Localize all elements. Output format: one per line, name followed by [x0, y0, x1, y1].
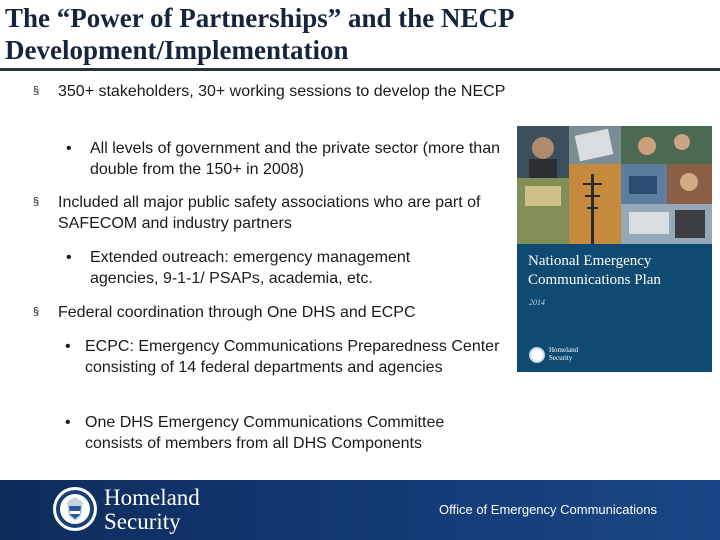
sub-bullet-text: All levels of government and the private sector (more than double from the 150+ in 2008) — [90, 140, 500, 178]
bullet-text: Federal coordination through One DHS and ECPC — [58, 304, 416, 321]
footer-org-name: Homeland Security — [104, 485, 200, 534]
bullet-text: 350+ stakeholders, 30+ working sessions to develop the NECP — [58, 83, 506, 100]
cover-dhs-seal-icon — [529, 347, 545, 363]
sub-bullet-text: ECPC: Emergency Communications Preparedness Center consisting of 14 federal departments and agencies — [85, 338, 500, 376]
footer-office-name: Office of Emergency Communications — [439, 502, 657, 517]
sub-bullet-marker: • — [66, 249, 72, 266]
sub-bullet-text: Extended outreach: emergency management agencies, 9-1-1/ PSAPs, academia, etc. — [90, 249, 411, 287]
sub-bullet-marker: • — [65, 414, 71, 431]
dhs-seal-icon — [52, 486, 98, 532]
bullet-marker: § — [33, 306, 40, 318]
sub-bullet-item — [66, 138, 515, 180]
sub-bullet-marker: • — [65, 338, 71, 355]
cover-photo-collage — [517, 126, 712, 244]
slide-title: The “Power of Partnerships” and the NECP Development/Implementation — [5, 3, 514, 65]
bullet-item — [33, 192, 498, 234]
bullet-marker: § — [33, 85, 40, 97]
cover-dhs-label: Homeland Security — [549, 346, 579, 362]
sub-bullet-text: One DHS Emergency Communications Committee consists of members from all DHS Components — [85, 414, 445, 452]
sub-bullet-item — [65, 336, 505, 378]
bullet-marker: § — [33, 196, 40, 208]
cover-title: National Emergency Communications Plan — [528, 253, 661, 288]
bullet-item — [33, 81, 513, 102]
bullet-text: Included all major public safety associations who are part of SAFECOM and industry partners — [58, 194, 481, 232]
sub-bullet-marker: • — [66, 140, 72, 157]
bullet-item — [33, 302, 508, 323]
sub-bullet-item — [66, 247, 470, 289]
sub-bullet-item — [65, 412, 505, 454]
cover-year: 2014 — [529, 298, 545, 307]
necp-cover-image — [517, 126, 712, 372]
